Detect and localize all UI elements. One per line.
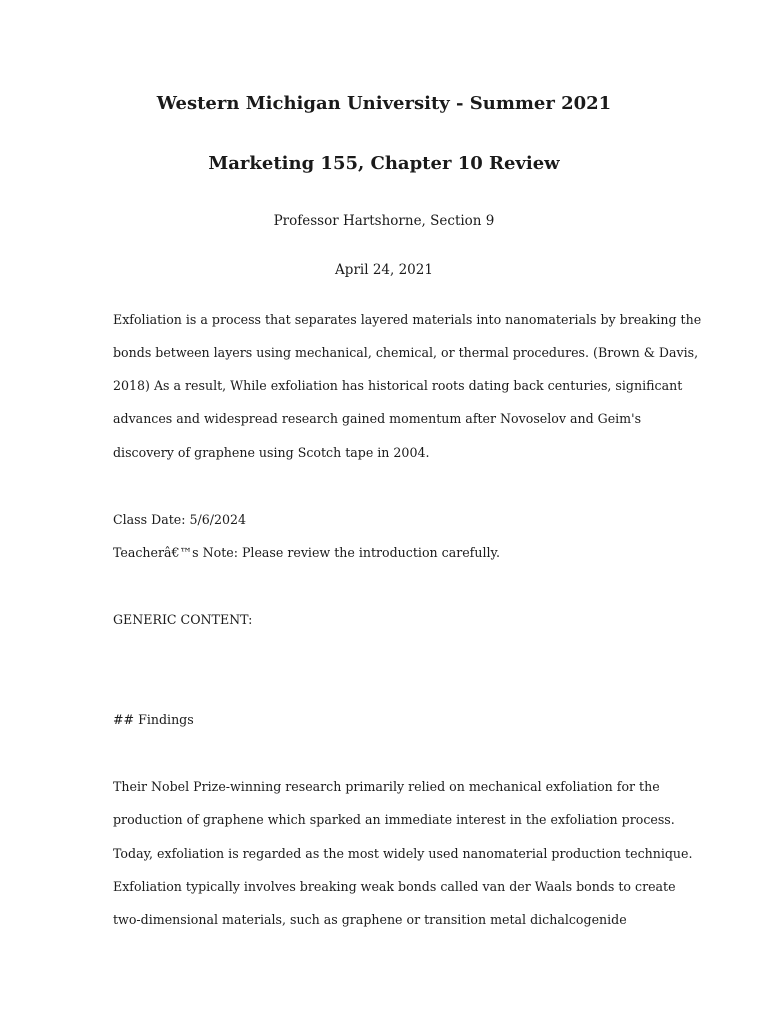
document-date: April 24, 2021 [335, 262, 433, 278]
paragraph-line: two-dimensional materials, such as graphene or transition metal dichalcogenide [113, 912, 627, 927]
paragraph-line: advances and widespread research gained momentum after Novoselov and Geim's [113, 411, 642, 426]
paragraph-line: bonds between layers using mechanical, chemical, or thermal procedures. (Brown & Davis, [113, 345, 699, 360]
paragraph-line: Exfoliation typically involves breaking weak bonds called van der Waals bonds to create [113, 879, 676, 894]
generic-content-label: GENERIC CONTENT: [113, 612, 253, 627]
paragraph-line: discovery of graphene using Scotch tape in 2004. [113, 445, 430, 460]
paragraph-line: Exfoliation is a process that separates layered materials into nanomaterials by breaking the [113, 312, 702, 327]
paragraph-line: 2018) As a result, While exfoliation has historical roots dating back centuries, significant [113, 378, 683, 393]
teacher-note: Teacherâ€™s Note: Please review the introduction carefully. [113, 545, 500, 560]
paragraph-line: Their Nobel Prize-winning research primarily relied on mechanical exfoliation for the [113, 779, 660, 794]
paragraph-line: production of graphene which sparked an immediate interest in the exfoliation process. [113, 812, 675, 827]
findings-heading: ## Findings [113, 712, 194, 727]
document-heading-course: Marketing 155, Chapter 10 Review [208, 153, 560, 174]
professor-section: Professor Hartshorne, Section 9 [273, 213, 495, 229]
paragraph-line: Today, exfoliation is regarded as the most widely used nanomaterial production technique. [113, 846, 693, 861]
document-heading-institution: Western Michigan University - Summer 2021 [156, 93, 612, 114]
class-date: Class Date: 5/6/2024 [113, 512, 247, 527]
